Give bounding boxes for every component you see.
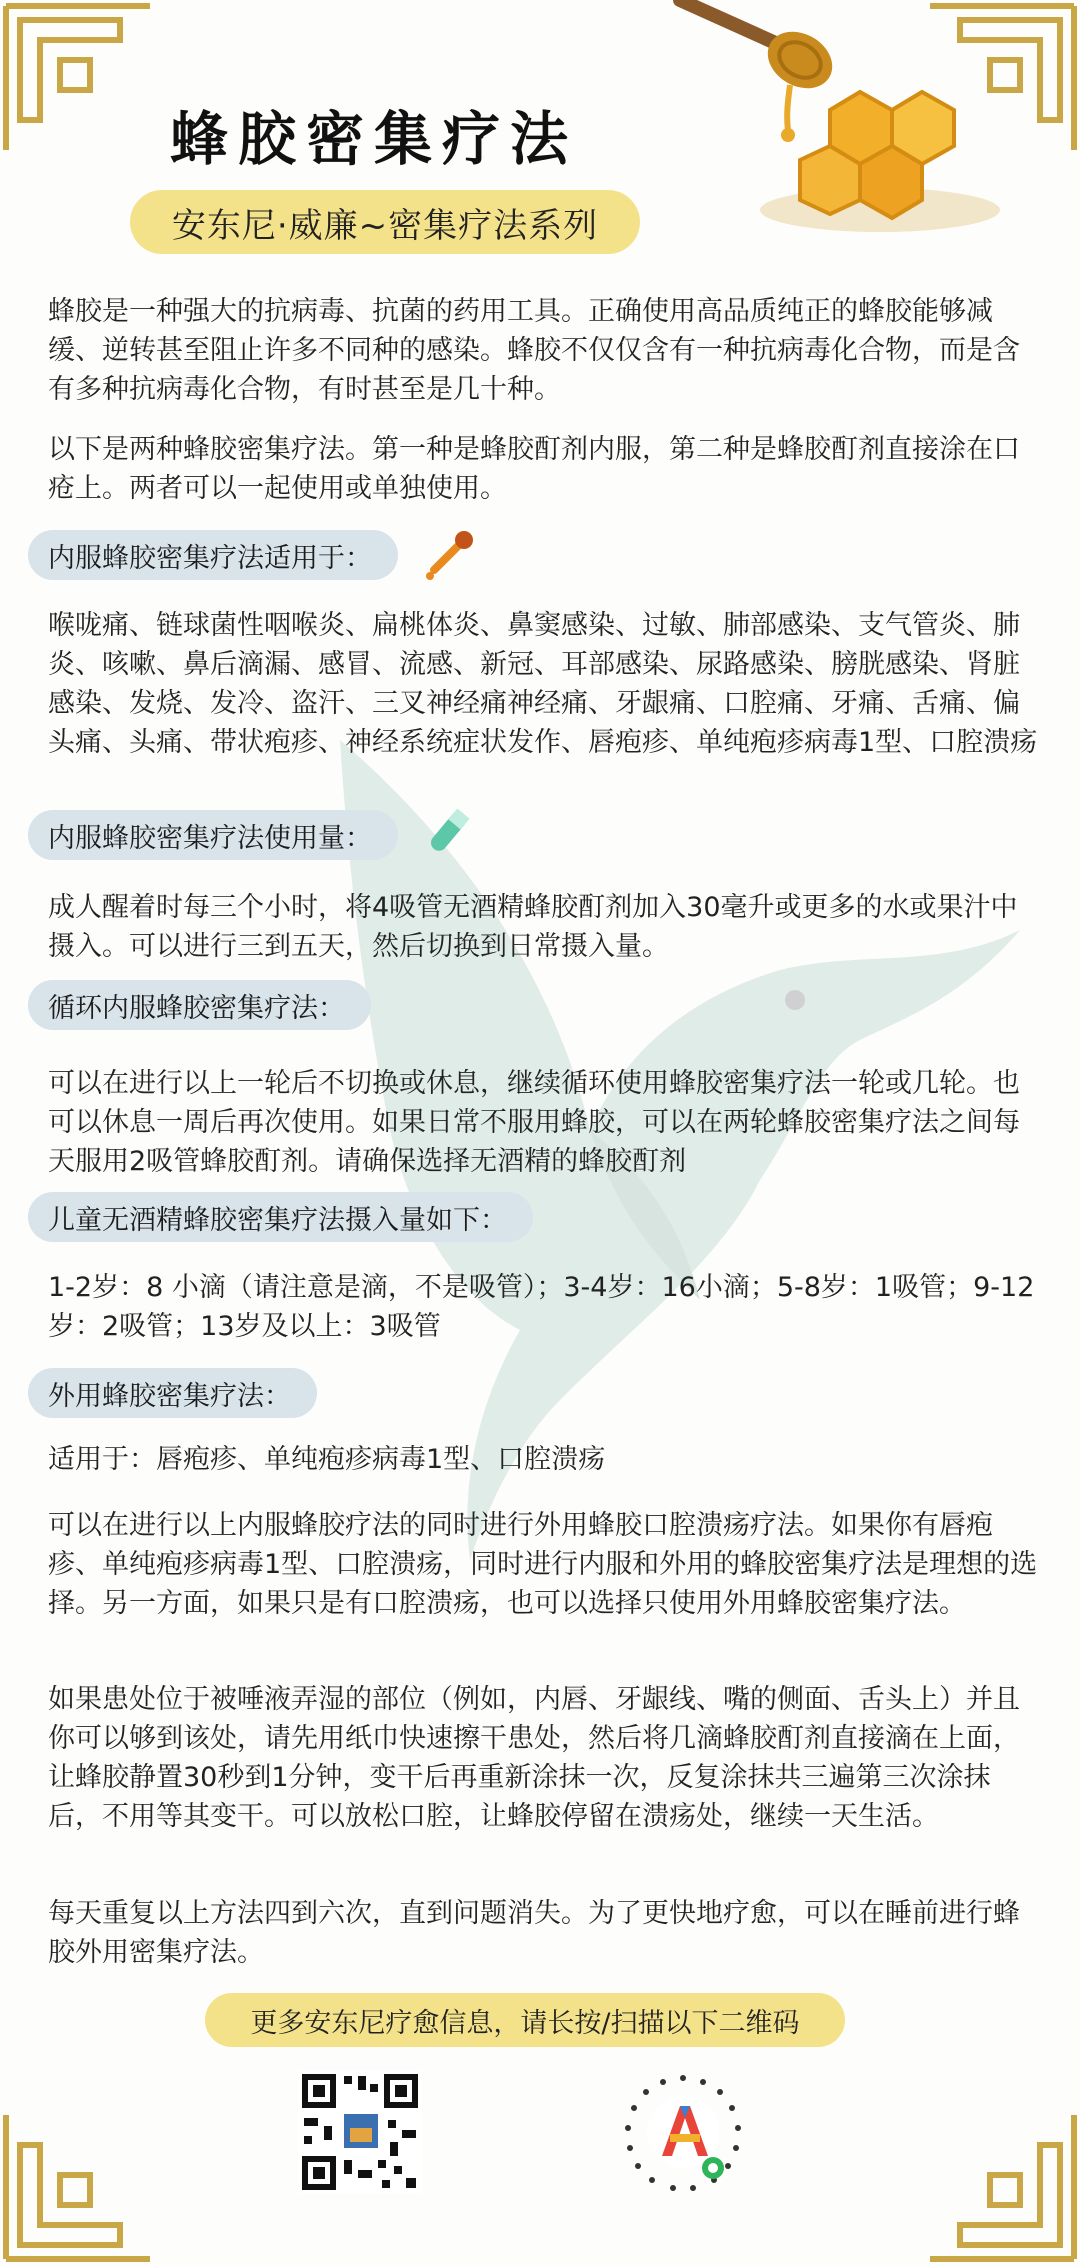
corner-ornament-icon bbox=[0, 0, 160, 160]
series-subtitle: 安东尼·威廉~密集疗法系列 bbox=[130, 190, 640, 254]
section-heading-dosage: 内服蜂胶密集疗法使用量： bbox=[28, 810, 398, 860]
page-title: 蜂胶密集疗法 bbox=[170, 105, 579, 173]
external-paragraph: 可以在进行以上内服蜂胶疗法的同时进行外用蜂胶口腔溃疡疗法。如果你有唇疱疹、单纯疱疹病毒1型、口腔溃疡，同时进行内服和外用的蜂胶密集疗法是理想的选择。另一方面，如果只是有口腔溃疡，也可以选择只使用外用蜂胶密集疗法。 bbox=[48, 1510, 1038, 1619]
section-heading-external: 外用蜂胶密集疗法： bbox=[28, 1368, 317, 1418]
external-use-conditions: 适用于：唇疱疹、单纯疱疹病毒1型、口腔溃疡 bbox=[48, 1444, 606, 1475]
intro-paragraph: 蜂胶是一种强大的抗病毒、抗菌的药用工具。正确使用高品质纯正的蜂胶能够减缓、逆转甚至阻止许多不同种的感染。蜂胶不仅仅含有一种抗病毒化合物，而是含有多种抗病毒化合物，有时甚至是几十种。 bbox=[48, 296, 1020, 405]
cycle-text: 可以在进行以上一轮后不切换或休息，继续循环使用蜂胶密集疗法一轮或几轮。也可以休息一周后再次使用。如果日常不服用蜂胶，可以在两轮蜂胶密集疗法之间每天服用2吸管蜂胶酊剂。请确保选择无酒精的蜂胶酊剂 bbox=[48, 1068, 1020, 1177]
test-tube-icon bbox=[418, 802, 480, 864]
section-heading-children: 儿童无酒精蜂胶密集疗法摄入量如下： bbox=[28, 1192, 533, 1242]
mini-program-code-icon[interactable] bbox=[618, 2068, 748, 2198]
dropper-icon bbox=[418, 524, 480, 586]
internal-use-conditions: 喉咙痛、链球菌性咽喉炎、扁桃体炎、鼻窦感染、过敏、肺部感染、支气管炎、肺炎、咳嗽、鼻后滴漏、感冒、流感、新冠、耳部感染、尿路感染、膀胱感染、肾脏感染、发烧、发冷、盗汗、三叉神经痛神经痛、牙龈痛、口腔痛、牙痛、舌痛、偏头痛、头痛、带状疱疹、神经系统症状发作、唇疱疹、单纯疱疹病毒1型、口腔溃疡 bbox=[48, 610, 1038, 758]
children-dosage-text: 1-2岁：8 小滴（请注意是滴，不是吸管）；3-4岁：16小滴；5-8岁：1吸管；9-12岁：2吸管；13岁及以上：3吸管 bbox=[48, 1272, 1035, 1342]
qr-code-icon[interactable] bbox=[298, 2070, 422, 2194]
external-paragraph: 每天重复以上方法四到六次，直到问题消失。为了更快地疗愈，可以在睡前进行蜂胶外用密集疗法。 bbox=[48, 1898, 1020, 1968]
section-heading-internal-use: 内服蜂胶密集疗法适用于： bbox=[28, 530, 398, 580]
corner-ornament-icon bbox=[920, 2105, 1080, 2265]
footer-cta: 更多安东尼疗愈信息，请长按/扫描以下二维码 bbox=[205, 1993, 845, 2047]
dosage-text: 成人醒着时每三个小时，将4吸管无酒精蜂胶酊剂加入30毫升或更多的水或果汁中摄入。可以进行三到五天，然后切换到日常摄入量。 bbox=[48, 892, 1018, 962]
section-heading-cycle: 循环内服蜂胶密集疗法： bbox=[28, 980, 371, 1030]
honey-dipper-icon bbox=[660, 0, 1020, 250]
corner-ornament-icon bbox=[0, 2105, 160, 2265]
external-paragraph: 如果患处位于被唾液弄湿的部位（例如，内唇、牙龈线、嘴的侧面、舌头上）并且你可以够到该处，请先用纸巾快速擦干患处，然后将几滴蜂胶酊剂直接滴在上面，让蜂胶静置30秒到1分钟，变干后再重新涂抹一次，反复涂抹共三遍第三次涂抹后，不用等其变干。可以放松口腔，让蜂胶停留在溃疡处，继续一天生活。 bbox=[48, 1684, 1020, 1832]
intro-paragraph: 以下是两种蜂胶密集疗法。第一种是蜂胶酊剂内服，第二种是蜂胶酊剂直接涂在口疮上。两者可以一起使用或单独使用。 bbox=[48, 434, 1020, 504]
